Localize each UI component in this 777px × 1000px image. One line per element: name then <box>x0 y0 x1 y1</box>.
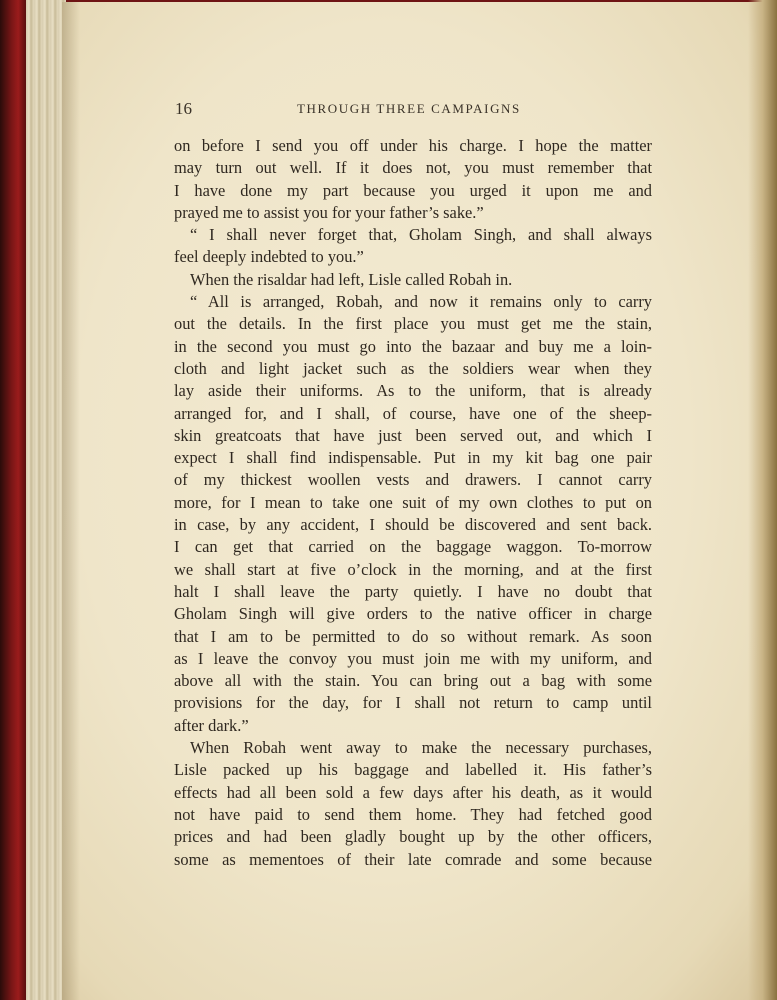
text-line: not have paid to send them home. They had fetched good <box>174 804 652 824</box>
page-stack-edge <box>26 0 66 1000</box>
text-line: out the details. In the first place you must get me the stain, <box>174 314 652 334</box>
page-edge-right <box>748 0 777 1000</box>
text-line: When the risaldar had left, Lisle called Robah in. <box>190 269 513 289</box>
text-line: expect I shall find indispensable. Put in my kit bag one pair <box>174 448 652 468</box>
text-line: “ All is arranged, Robah, and now it remains only to carry <box>190 292 652 312</box>
page-number: 16 <box>175 99 192 118</box>
text-line: in case, by any accident, I should be discovered and sent back. <box>174 515 652 535</box>
text-line: prices and had been gladly bought up by the other officers, <box>174 827 652 847</box>
text-line: feel deeply indebted to you.” <box>174 247 364 267</box>
text-line: cloth and light jacket such as the soldiers wear when they <box>174 358 652 378</box>
text-line: on before I send you off under his charge. I hope the matter <box>174 136 652 155</box>
body-text <box>174 135 652 871</box>
text-line: I have done my part because you urged it upon me and <box>174 180 652 200</box>
text-line: skin greatcoats that have just been served out, and which I <box>174 425 652 445</box>
page-header <box>175 99 655 121</box>
text-line: Lisle packed up his baggage and labelled it. His father’s <box>174 760 652 780</box>
text-line: When Robah went away to make the necessary purchases, <box>190 738 652 758</box>
text-line: in the second you must go into the bazaar and buy me a loin- <box>174 336 652 356</box>
text-line: arranged for, and I shall, of course, have one of the sheep- <box>174 403 652 423</box>
text-line: provisions for the day, for I shall not return to camp until <box>174 693 652 713</box>
text-line: some as mementoes of their late comrade and some because <box>174 849 652 869</box>
text-line: above all with the stain. You can bring out a bag with some <box>174 671 652 691</box>
text-line: that I am to be permitted to do so without remark. As soon <box>174 626 652 646</box>
text-line: effects had all been sold a few days after his death, as it would <box>174 782 652 802</box>
text-line: after dark.” <box>174 715 249 735</box>
text-line: may turn out well. If it does not, you must remember that <box>174 158 652 178</box>
text-line: prayed me to assist you for your father’s sake.” <box>174 202 484 222</box>
text-line: lay aside their uniforms. As to the uniform, that is already <box>174 381 652 401</box>
text-line: as I leave the convoy you must join me with my uniform, and <box>174 648 652 668</box>
book-binding <box>0 0 26 1000</box>
text-line: I can get that carried on the baggage waggon. To-morrow <box>174 537 652 557</box>
text-line: Gholam Singh will give orders to the native officer in charge <box>174 604 652 624</box>
text-line: more, for I mean to take one suit of my own clothes to put on <box>174 492 652 512</box>
text-line: halt I shall leave the party quietly. I have no doubt that <box>174 581 652 601</box>
text-line: we shall start at five o’clock in the morning, and at the first <box>174 559 652 579</box>
text-line: of my thickest woollen vests and drawers. I cannot carry <box>174 470 652 490</box>
running-head: THROUGH THREE CAMPAIGNS <box>297 101 521 116</box>
gutter-shadow <box>62 2 80 1000</box>
text-line: “ I shall never forget that, Gholam Singh, and shall always <box>190 225 652 245</box>
